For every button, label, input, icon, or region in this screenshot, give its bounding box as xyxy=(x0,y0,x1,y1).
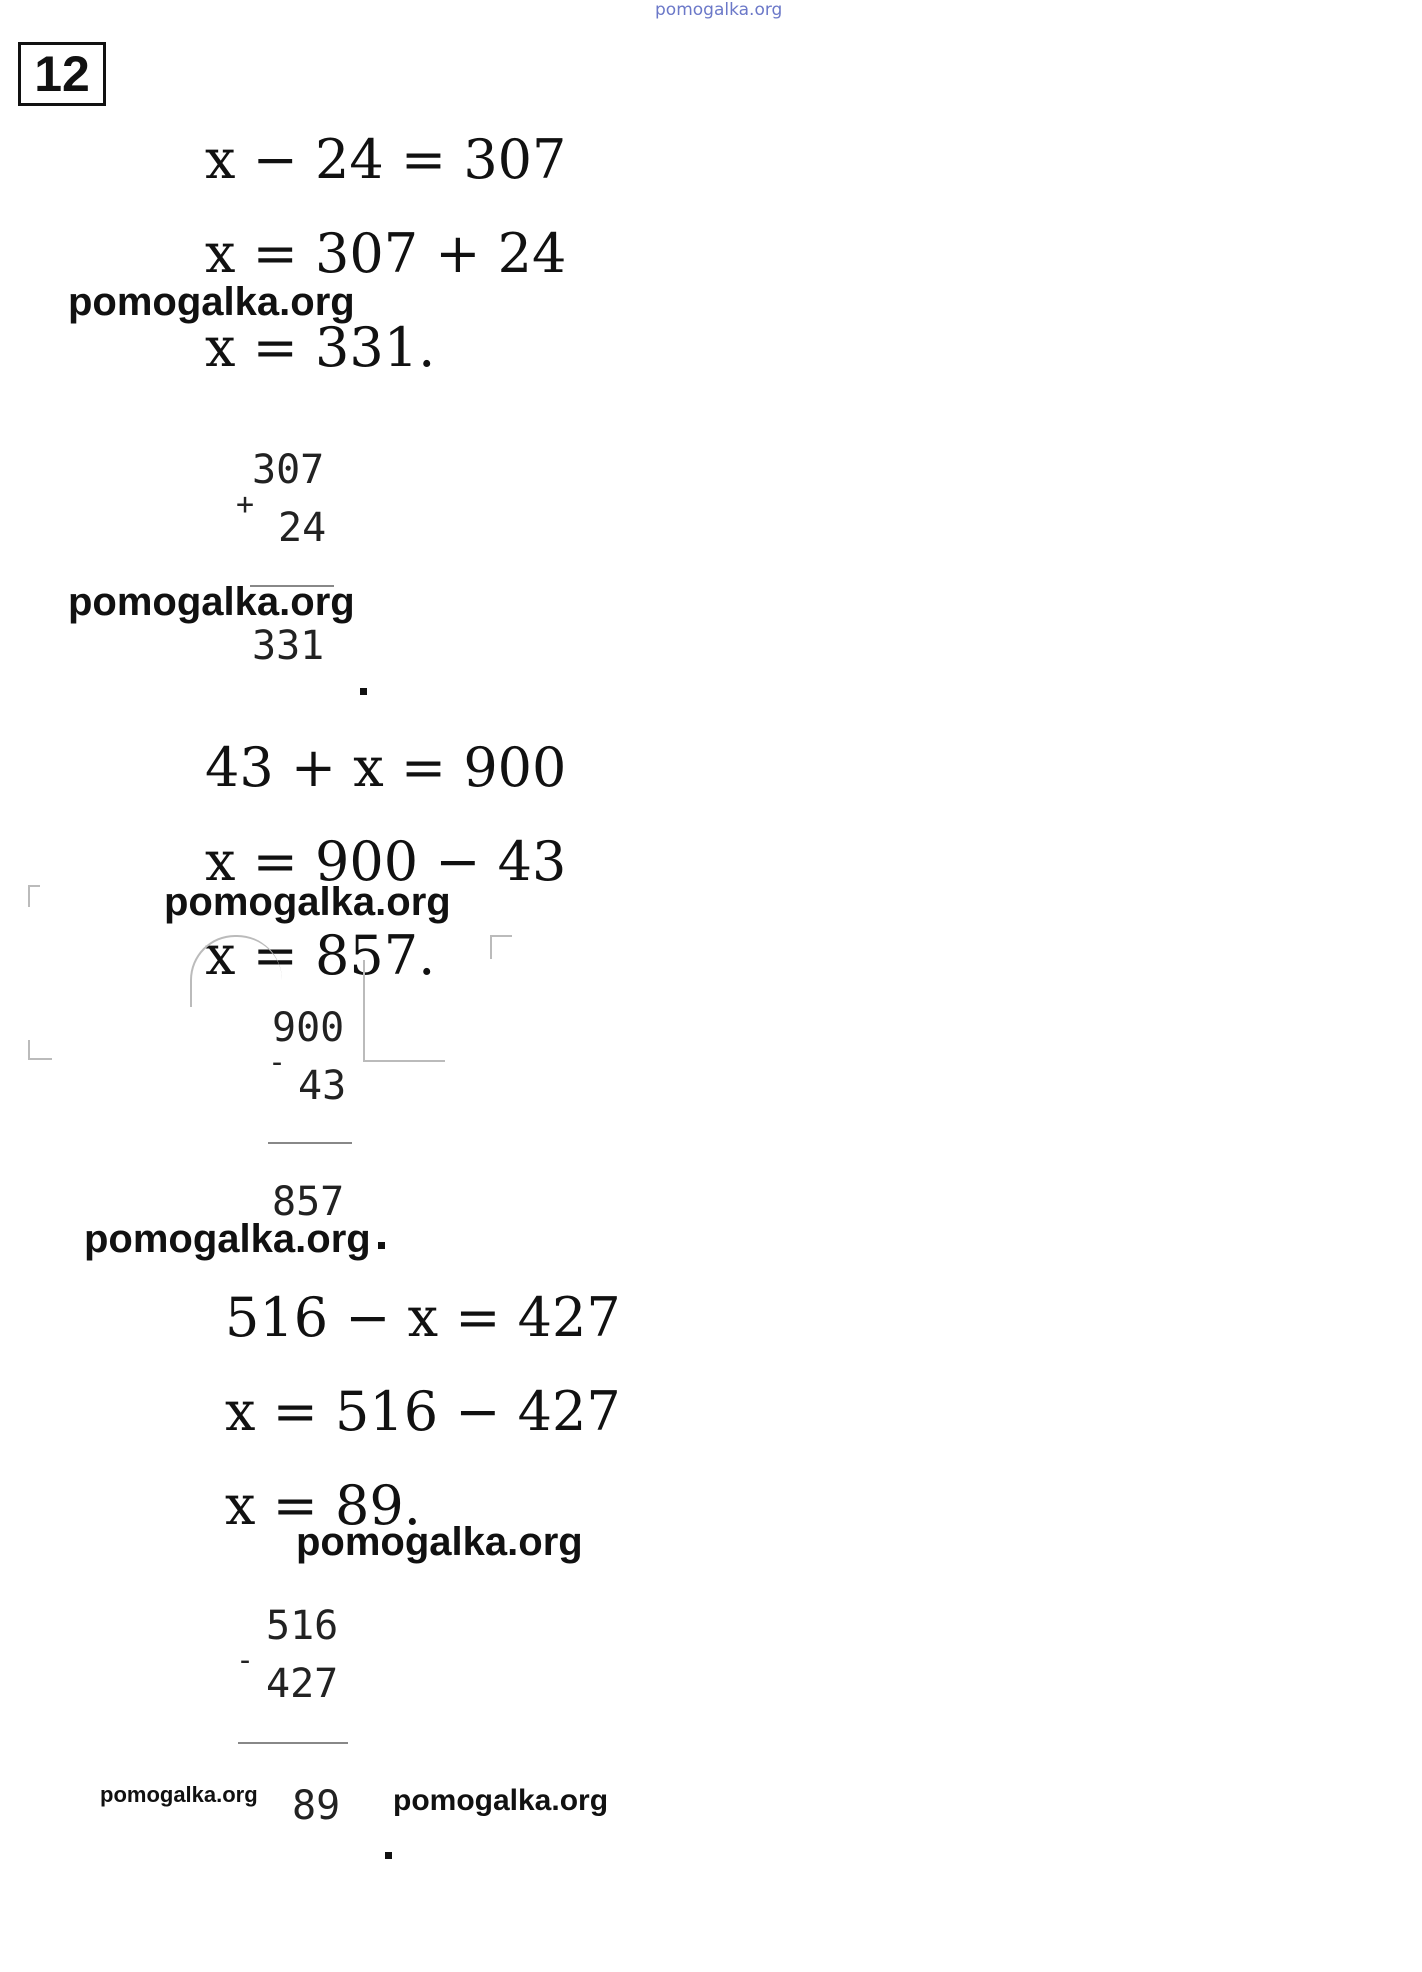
column-sign: + xyxy=(236,487,255,522)
column-top-number: 307 xyxy=(252,447,325,493)
watermark: pomogalka.org xyxy=(84,1217,371,1261)
equation-line: 516 − x = 427 xyxy=(225,1286,621,1349)
watermark: pomogalka.org xyxy=(296,1520,583,1564)
column-result: 89 xyxy=(292,1783,341,1829)
watermark: pomogalka.org xyxy=(393,1784,609,1817)
equation-line: x = 857. xyxy=(205,924,436,987)
task-number-box: 12 xyxy=(18,42,106,106)
equation-line: 43 + x = 900 xyxy=(205,736,567,799)
column-top-number: 516 xyxy=(266,1603,339,1649)
column-rule xyxy=(238,1742,348,1744)
period-dot xyxy=(378,1242,385,1249)
scan-artifact xyxy=(490,935,512,959)
watermark: pomogalka.org xyxy=(68,580,355,624)
watermark: pomogalka.org xyxy=(164,880,451,924)
equation-line: x − 24 = 307 xyxy=(205,128,567,191)
equation-line: x = 331. xyxy=(205,316,436,379)
watermark: pomogalka.org xyxy=(68,280,355,324)
watermark: pomogalka.org xyxy=(100,1782,258,1807)
column-sign: - xyxy=(236,1643,255,1678)
column-bottom-number: 43 xyxy=(298,1063,347,1109)
column-result: 331 xyxy=(252,623,325,669)
scan-artifact xyxy=(363,960,445,1062)
period-dot xyxy=(385,1852,392,1859)
column-bottom-number: 427 xyxy=(266,1661,339,1707)
site-watermark-top: pomogalka.org xyxy=(655,0,783,20)
equation-line: x = 516 − 427 xyxy=(225,1380,621,1443)
equation-line: x = 900 − 43 xyxy=(205,830,567,893)
column-result: 857 xyxy=(272,1179,345,1225)
scan-artifact xyxy=(28,1040,52,1060)
period-dot xyxy=(360,688,367,695)
column-rule xyxy=(268,1142,352,1144)
equation-line: x = 89. xyxy=(225,1474,421,1537)
column-bottom-number: 24 xyxy=(278,505,327,551)
scan-artifact xyxy=(28,885,40,907)
column-sign: - xyxy=(268,1045,287,1080)
equation-line: x = 307 + 24 xyxy=(205,222,567,285)
column-top-number: 900 xyxy=(272,1005,345,1051)
